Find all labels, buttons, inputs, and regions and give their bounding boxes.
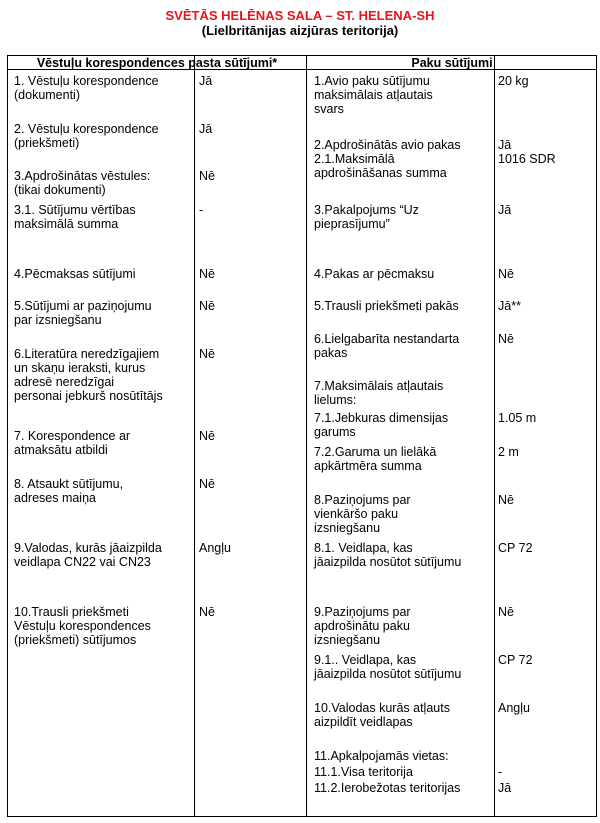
parcels-row-value: - [498,765,503,779]
column-divider [306,56,307,816]
letters-row-value: Nē [199,169,215,183]
letters-row-label-line: atmaksātu atbildi [14,443,108,457]
parcels-row-label-line: 3.Pakalpojums “Uz [314,203,419,217]
parcels-row-value: Jā [498,138,512,152]
parcels-row-label [314,299,459,313]
letters-row-label-line: 3.1. Sūtījumu vērtības [14,203,136,217]
parcels-row-value: 2 m [498,445,519,459]
letters-row-label-line: 1. Vēstuļu korespondence [14,74,159,88]
letters-row-label-line: 8. Atsaukt sūtījumu, [14,477,124,491]
letters-row-value: Nē [199,605,215,619]
letters-row-value: - [199,203,204,217]
parcels-row-label-line: svars [314,102,344,116]
parcels-row-value: Jā [498,203,512,217]
parcels-row-label [314,541,461,569]
parcels-row-label [314,152,447,180]
parcels-row-label-line: vienkāršo paku [314,507,399,521]
letters-row-value: Angļu [199,541,231,555]
letters-row-label [14,169,150,197]
parcels-row-label-line: jāaizpilda nosūtot sūtījumu [314,555,462,569]
letters-row-label-line: 9.Valodas, kurās jāaizpilda [14,541,162,555]
letters-row-label-line: 5.Sūtījumi ar paziņojumu [14,299,152,313]
page-title: SVĒTĀS HELĒNAS SALA – ST. HELENA-SH [165,8,435,23]
letters-row-label-line: 4.Pēcmaksas sūtījumi [14,267,136,281]
letters-row-value: Nē [199,347,215,361]
parcels-row-label-line: lielums: [314,393,357,407]
parcels-row-label-line: aizpildīt veidlapas [314,715,413,729]
parcels-row-label [314,138,461,152]
parcels-row-label-line: apkārtmēra summa [314,459,422,473]
letters-row-label-line: veidlapa CN22 vai CN23 [14,555,151,569]
letters-row-label [14,267,136,281]
letters-row-label [14,605,151,647]
letters-row-value: Nē [199,267,215,281]
letters-column-header: Vēstuļu korespondences pasta sūtījumi* [36,56,278,70]
parcels-row-label [314,379,443,407]
letters-row-label [14,477,123,505]
parcels-row-label-line: 10.Valodas kurās atļauts [314,701,450,715]
parcels-row-value: Angļu [498,701,530,715]
letters-row-label [14,122,159,150]
parcels-row-value: Jā** [498,299,521,313]
parcels-row-label [314,267,434,281]
parcels-row-value: Nē [498,267,514,281]
parcels-row-value: Nē [498,493,514,507]
parcels-row-label-line: 9.1.. Veidlapa, kas [314,653,417,667]
letters-row-label-line: maksimālā summa [14,217,119,231]
parcels-row-label-line: 2.Apdrošinātās avio pakas [314,138,461,152]
parcels-row-label-line: 7.1.Jebkuras dimensijas [314,411,449,425]
parcels-row-label-line: pieprasījumu” [314,217,390,231]
parcels-row-value: 1.05 m [498,411,537,425]
parcels-row-label-line: garums [314,425,356,439]
parcels-row-label-line: 9.Paziņojums par [314,605,411,619]
letters-row-label [14,74,159,102]
parcels-row-label-line: 6.Lielgabarīta nestandarta [314,332,460,346]
parcels-row-label-line: 4.Pakas ar pēcmaksu [314,267,435,281]
parcels-row-label-line: 5.Trausli priekšmeti pakās [314,299,459,313]
letters-row-label-line: Vēstuļu korespondences [14,619,151,633]
parcels-row-label [314,749,449,763]
parcels-row-label [314,74,433,116]
parcels-row-value: 1016 SDR [498,152,556,166]
letters-row-value: Nē [199,299,215,313]
page-subtitle: (Lielbritānijas aizjūras teritorija) [201,23,399,38]
letters-row-label-line: 10.Trausli priekšmeti [14,605,129,619]
parcels-row-label-line: pakas [314,346,348,360]
parcels-row-value: Nē [498,605,514,619]
parcels-row-value: Nē [498,332,514,346]
parcels-row-label-line: 7.2.Garuma un lielākā [314,445,437,459]
letters-row-value: Jā [199,122,213,136]
letters-row-label-line: un skaņu ieraksti, kurus [14,361,146,375]
parcels-row-label [314,493,411,535]
parcels-row-label [314,701,450,729]
parcels-row-label [314,411,448,439]
parcels-row-value: Jā [498,781,512,795]
parcels-row-label-line: apdrošinātu paku [314,619,410,633]
parcels-row-label [314,765,413,779]
parcels-row-label-line: 11.1.Visa teritorija [314,765,413,779]
parcels-row-value: CP 72 [498,653,533,667]
letters-row-label-line: 2. Vēstuļu korespondence [14,122,159,136]
letters-row-label-line: (priekšmeti) sūtījumos [14,633,137,647]
letters-row-label [14,203,136,231]
parcels-row-value: CP 72 [498,541,533,555]
letters-row-label [14,429,130,457]
letters-row-label-line: 6.Literatūra neredzīgajiem [14,347,160,361]
letters-row-label-line: (tikai dokumenti) [14,183,106,197]
letters-row-value: Jā [199,74,213,88]
parcels-row-label-line: 8.1. Veidlapa, kas [314,541,413,555]
letters-row-label-line: 7. Korespondence ar [14,429,131,443]
services-table [7,55,597,817]
parcels-column-header: Paku sūtījumi [411,56,493,70]
parcels-row-label [314,332,459,360]
parcels-row-label-line: apdrošināšanas summa [314,166,447,180]
parcels-row-label-line: 11.2.Ierobežotas teritorijas [314,781,461,795]
parcels-row-label-line: izsniegšanu [314,633,381,647]
parcels-row-label-line: maksimālais atļautais [314,88,433,102]
letters-row-label [14,299,152,327]
parcels-row-value: 20 kg [498,74,529,88]
parcels-row-label [314,781,460,795]
letters-row-label-line: adresē neredzīgai [14,375,115,389]
letters-row-value: Nē [199,477,215,491]
parcels-row-label-line: 1.Avio paku sūtījumu [314,74,430,88]
letters-row-label [14,541,162,569]
parcels-row-label-line: jāaizpilda nosūtot sūtījumu [314,667,462,681]
parcels-row-label [314,445,436,473]
letters-row-label-line: 3.Apdrošinātas vēstules: [14,169,151,183]
letters-row-value: Nē [199,429,215,443]
letters-row-label-line: (priekšmeti) [14,136,80,150]
letters-row-label-line: (dokumenti) [14,88,80,102]
parcels-row-label-line: izsniegšanu [314,521,381,535]
parcels-row-label-line: 11.Apkalpojamās vietas: [314,749,449,763]
letters-row-label-line: personai jebkurš nosūtītājs [14,389,163,403]
column-divider [194,56,195,816]
parcels-row-label-line: 8.Paziņojums par [314,493,411,507]
letters-row-label-line: adreses maiņa [14,491,96,505]
parcels-row-label [314,203,419,231]
parcels-row-label-line: 2.1.Maksimālā [314,152,395,166]
parcels-row-label [314,605,411,647]
parcels-row-label [314,653,461,681]
parcels-row-label-line: 7.Maksimālais atļautais [314,379,444,393]
letters-row-label-line: par izsniegšanu [14,313,102,327]
letters-row-label [14,347,163,403]
column-divider [494,56,495,816]
